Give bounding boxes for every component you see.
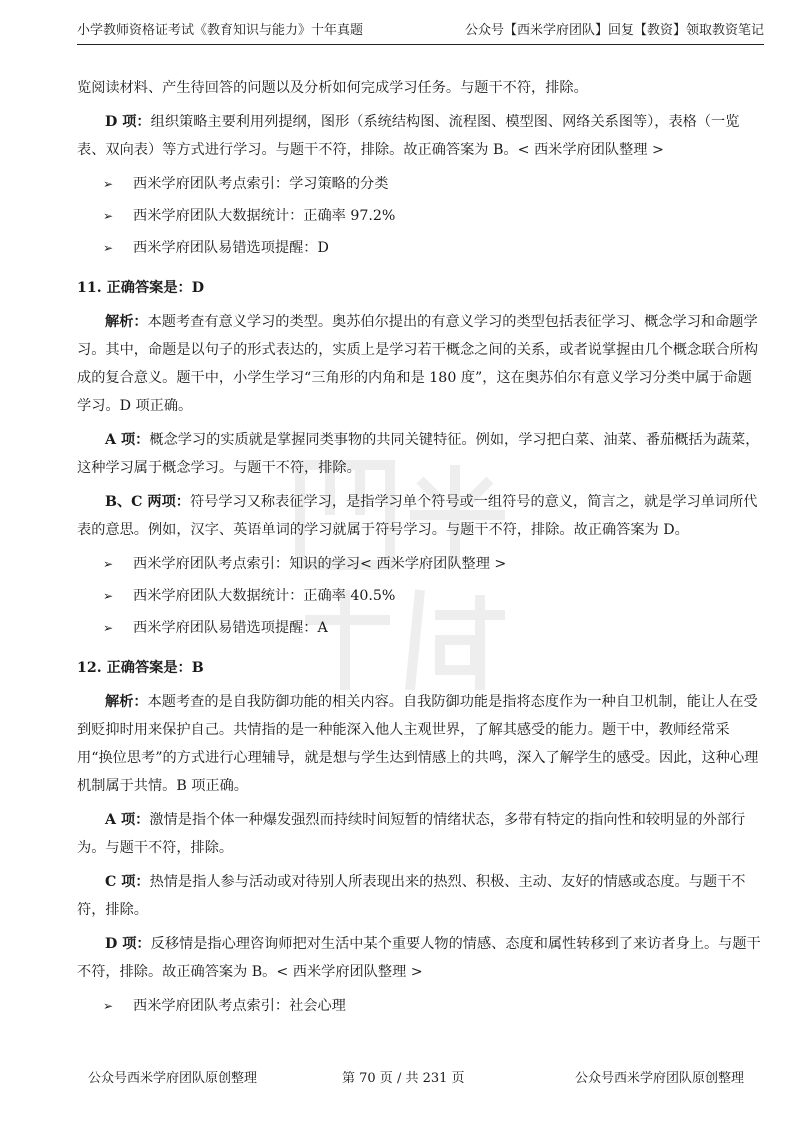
q11-notes-list [77, 550, 764, 642]
q11-analysis-label: 解析： [105, 314, 148, 330]
footer-left: 公众号西米学府团队原创整理 [88, 1071, 258, 1086]
list-item [77, 614, 764, 642]
list-item [77, 582, 764, 610]
q12-notes-list [77, 992, 764, 1020]
q12-option-c-label: C 项： [105, 874, 150, 890]
q11-option-a-text: 概念学习的实质就是掌握同类事物的共同关键特征。例如，学习把白菜、油菜、番茄概括为蔬菜，这种学习属于概念学习。与题干不符，排除。 [77, 432, 760, 476]
list-item-text: 西米学府团队考点索引：知识的学习< 西米学府团队整理 > [133, 556, 507, 572]
q12-option-a-label: A 项： [105, 812, 150, 828]
list-item [77, 202, 764, 230]
q12-option-d-label: D 项： [105, 936, 151, 952]
arrow-right-icon: ➢ [103, 621, 114, 635]
option-d-paragraph [77, 108, 764, 164]
q12-option-a-text: 激情是指个体一种爆发强烈而持续时间短暂的情绪状态，多带有特定的指向性和较明显的外部行为。与题干不符，排除。 [77, 812, 746, 856]
q12-answer-heading: 12. 正确答案是：B [77, 660, 204, 676]
q12-option-c [77, 868, 764, 924]
q12-analysis-label: 解析： [105, 694, 148, 710]
list-item [77, 234, 764, 262]
q11-option-bc [77, 488, 764, 544]
q11-option-a-label: A 项： [105, 432, 150, 448]
q10-notes-list [77, 170, 764, 262]
q11-option-bc-text: 符号学习又称表征学习，是指学习单个符号或一组符号的意义，简言之，就是学习单词所代表的意思。例如，汉字、英语单词的学习就属于符号学习。与题干不符，排除。故正确答案为 D。 [77, 494, 758, 538]
q12-analysis [77, 688, 764, 800]
list-item-text: 西米学府团队易错选项提醒：D [133, 240, 329, 256]
arrow-right-icon: ➢ [103, 241, 114, 255]
arrow-right-icon: ➢ [103, 177, 114, 191]
footer-right: 公众号西米学府团队原创整理 [574, 1071, 744, 1086]
list-item [77, 170, 764, 198]
header-right-note: 公众号【西米学府团队】回复【教资】领取教资笔记 [464, 23, 764, 38]
arrow-right-icon: ➢ [103, 557, 114, 571]
q11-option-a [77, 426, 764, 482]
q12-analysis-text: 本题考查的是自我防御功能的相关内容。自我防御功能是指将态度作为一种自卫机制，能让人在受到贬抑时用来保护自己。共情指的是一种能深入他人主观世界，了解其感受的能力。题干中，教师经常采用“换位思考”的方式进行心理辅导，就是想与学生达到情感上的共鸣，深入了解学生的感受。因此，这种心理机制属于共情。B 项正确。 [77, 694, 759, 794]
option-d-text: 组织策略主要利用列提纲，图形（系统结构图、流程图、模型图、网络关系图等），表格（一览表、双向表）等方式进行学习。与题干不符，排除。故正确答案为 B。< 西米学府团队整理 > [77, 114, 740, 158]
arrow-right-icon: ➢ [103, 209, 114, 223]
q11-analysis [77, 308, 764, 420]
option-d-label: D 项： [105, 114, 151, 130]
q11-option-bc-label: B、C 两项： [105, 494, 190, 510]
list-item [77, 550, 764, 578]
list-item [77, 992, 764, 1020]
q12-option-d-text: 反移情是指心理咨询师把对生活中某个重要人物的情感、态度和属性转移到了来访者身上。与题干不符，排除。故正确答案为 B。< 西米学府团队整理 > [77, 936, 761, 980]
list-item-text: 西米学府团队大数据统计：正确率 40.5% [133, 588, 396, 604]
page-number: 第 70 页 / 共 231 页 [342, 1071, 465, 1086]
list-item-text: 西米学府团队大数据统计：正确率 97.2% [133, 208, 396, 224]
page-header [77, 18, 764, 45]
page-footer [88, 1068, 744, 1090]
list-item-text: 西米学府团队考点索引：社会心理 [133, 998, 346, 1014]
q12-option-a [77, 806, 764, 862]
list-item-text: 西米学府团队易错选项提醒：A [133, 620, 328, 636]
list-item-text: 西米学府团队考点索引：学习策略的分类 [133, 176, 389, 192]
q11-answer-heading: 11. 正确答案是：D [77, 280, 205, 296]
document-body [77, 74, 764, 1024]
continuation-text: 览阅读材料、产生待回答的问题以及分析如何完成学习任务。与题干不符，排除。 [77, 80, 588, 96]
arrow-right-icon: ➢ [103, 589, 114, 603]
arrow-right-icon: ➢ [103, 999, 114, 1013]
header-left-title: 小学教师资格证考试《教育知识与能力》十年真题 [77, 23, 364, 38]
q12-option-c-text: 热情是指人参与活动或对待别人所表现出来的热烈、积极、主动、友好的情感或态度。与题干不符，排除。 [77, 874, 746, 918]
q11-analysis-text: 本题考查有意义学习的类型。奥苏伯尔提出的有意义学习的类型包括表征学习、概念学习和命题学习。其中，命题是以句子的形式表达的，实质上是学习若干概念之间的关系，或者说掌握由几个概念联合所构成的复合意义。题干中，小学生学习“三角形的内角和是 180 度”，这在奥苏伯尔有意义学习分类中属于命题学习。D 项正确。 [77, 314, 759, 414]
q12-option-d [77, 930, 764, 986]
